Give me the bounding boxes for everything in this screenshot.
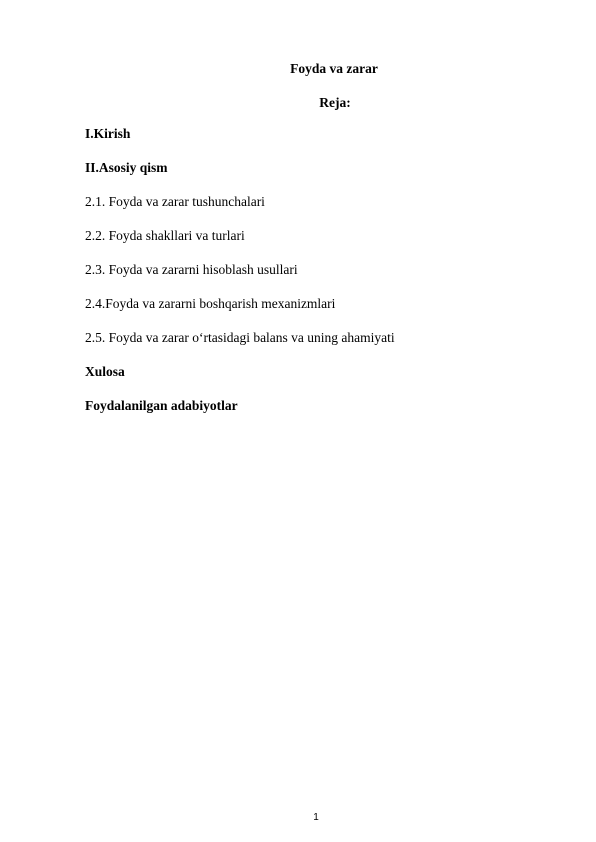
- plan-heading: Reja:: [319, 95, 351, 110]
- page-number: 1: [313, 812, 319, 823]
- outline-item-2-1: 2.1. Foyda va zarar tushunchalari: [85, 194, 265, 209]
- outline-item-conclusion: Xulosa: [85, 364, 125, 379]
- outline-item-2-4: 2.4.Foyda va zararni boshqarish mexanizmlari: [85, 296, 336, 311]
- outline-item-references: Foydalanilgan adabiyotlar: [85, 398, 238, 413]
- document-title: Foyda va zarar: [290, 61, 378, 76]
- outline-item-2-2: 2.2. Foyda shakllari va turlari: [85, 228, 245, 243]
- outline-item-main-part: II.Asosiy qism: [85, 160, 168, 175]
- outline-item-introduction: I.Kirish: [85, 126, 131, 141]
- outline-item-2-5: 2.5. Foyda va zarar o‘rtasidagi balans va uning ahamiyati: [85, 330, 395, 345]
- outline-item-2-3: 2.3. Foyda va zararni hisoblash usullari: [85, 262, 298, 277]
